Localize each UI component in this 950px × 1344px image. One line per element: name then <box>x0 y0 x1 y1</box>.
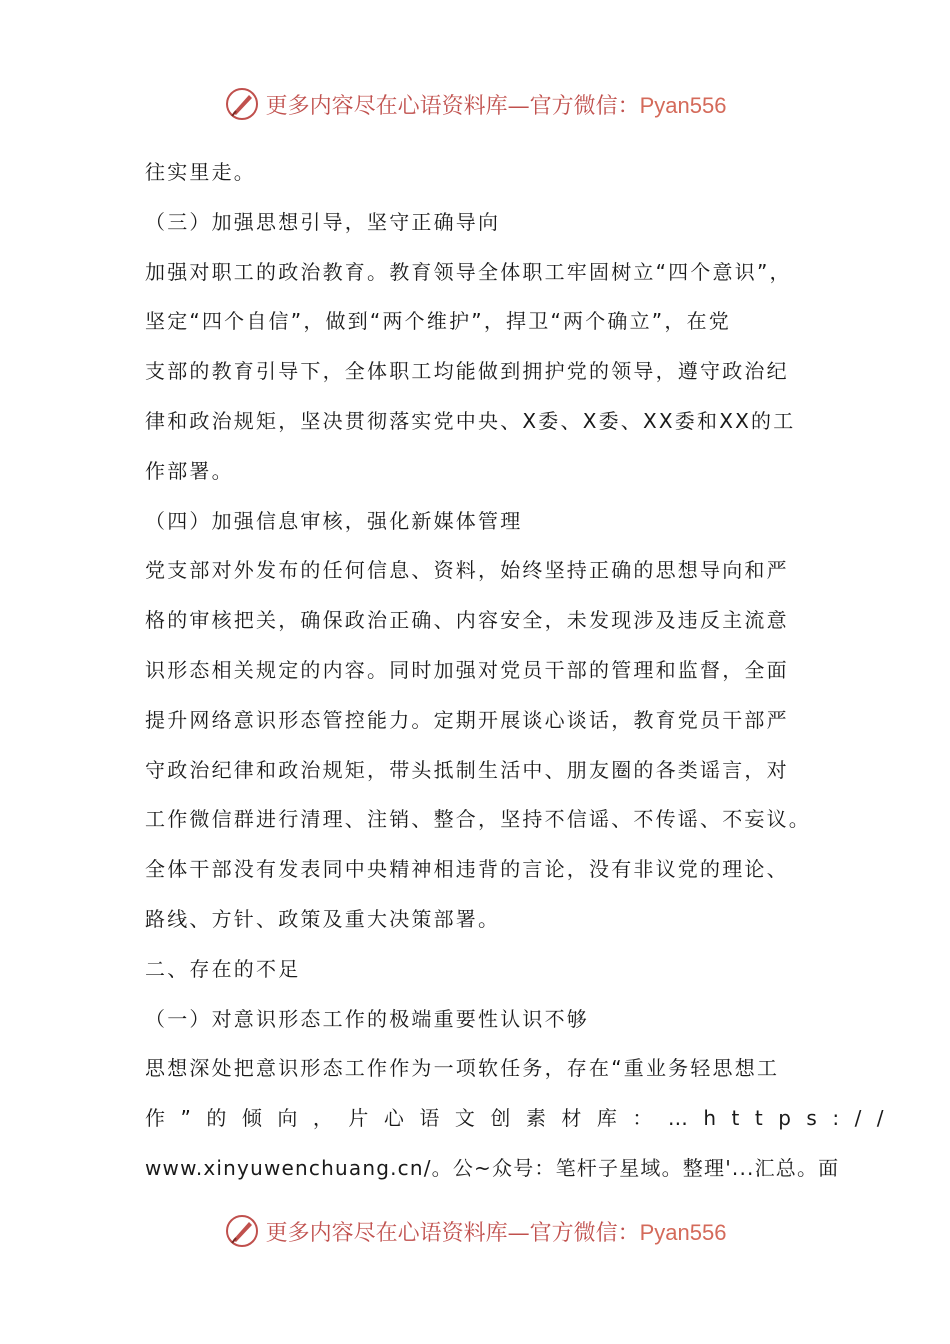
quill-logo-icon <box>224 86 260 122</box>
footer-banner <box>0 1209 950 1253</box>
text-line: 全体干部没有发表同中央精神相违背的言论，没有非议党的理论、 <box>145 857 789 882</box>
text-line: 工作微信群进行清理、注销、整合，坚持不信谣、不传谣、不妄议。 <box>145 807 811 832</box>
text-line: 识形态相关规定的内容。同时加强对党员干部的管理和监督，全面 <box>145 657 789 682</box>
text-line: 格的审核把关，确保政治正确、内容安全，未发现涉及违反主流意 <box>145 608 789 633</box>
text-line: 提升网络意识形态管控能力。定期开展谈心谈话，教育党员干部严 <box>145 707 789 732</box>
quill-logo-icon <box>224 1213 260 1249</box>
text-line: 作部署。 <box>145 458 234 483</box>
text-line: 作”的倾向，片心语文创素材库：…https:// <box>145 1106 900 1131</box>
document-body <box>145 148 900 1194</box>
text-line: 律和政治规矩，坚决贯彻落实党中央、X委、X委、XX委和XX的工 <box>145 408 796 433</box>
text-line: 支部的教育引导下，全体职工均能做到拥护党的领导，遵守政治纪 <box>145 359 789 384</box>
text-line: 守政治纪律和政治规矩，带头抵制生活中、朋友圈的各类谣言，对 <box>145 757 789 782</box>
text-line: 路线、方针、政策及重大决策部署。 <box>145 906 501 931</box>
text-line: 党支部对外发布的任何信息、资料，始终坚持正确的思想导向和严 <box>145 558 789 583</box>
text-line: 加强对职工的政治教育。教育领导全体职工牢固树立“四个意识”， <box>145 259 792 284</box>
text-line: 往实里走。 <box>145 160 256 184</box>
text-line: 思想深处把意识形态工作作为一项软任务，存在“重业务轻思想工 <box>145 1056 780 1081</box>
footer-banner-text: 更多内容尽在心语资料库—官方微信：Pyan556 <box>265 1219 727 1246</box>
text-line: 坚定“四个自信”，做到“两个维护”，捍卫“两个确立”，在党 <box>145 309 731 334</box>
section-heading: （四）加强信息审核，强化新媒体管理 <box>145 508 523 533</box>
section-heading: （一）对意识形态工作的极端重要性认识不够 <box>145 1006 589 1031</box>
text-line: www.xinyuwenchuang.cn/。公~众号：笔杆子星域。整理'...汇总。面 <box>145 1155 840 1180</box>
section-heading: 二、存在的不足 <box>145 956 301 981</box>
footer-wechat-id: Pyan556 <box>639 1219 727 1245</box>
header-banner-text: 更多内容尽在心语资料库—官方微信：Pyan556 <box>265 92 727 119</box>
header-wechat-id: Pyan556 <box>639 92 727 118</box>
header-banner <box>0 82 950 126</box>
section-heading: （三）加强思想引导，坚守正确导向 <box>145 209 501 234</box>
